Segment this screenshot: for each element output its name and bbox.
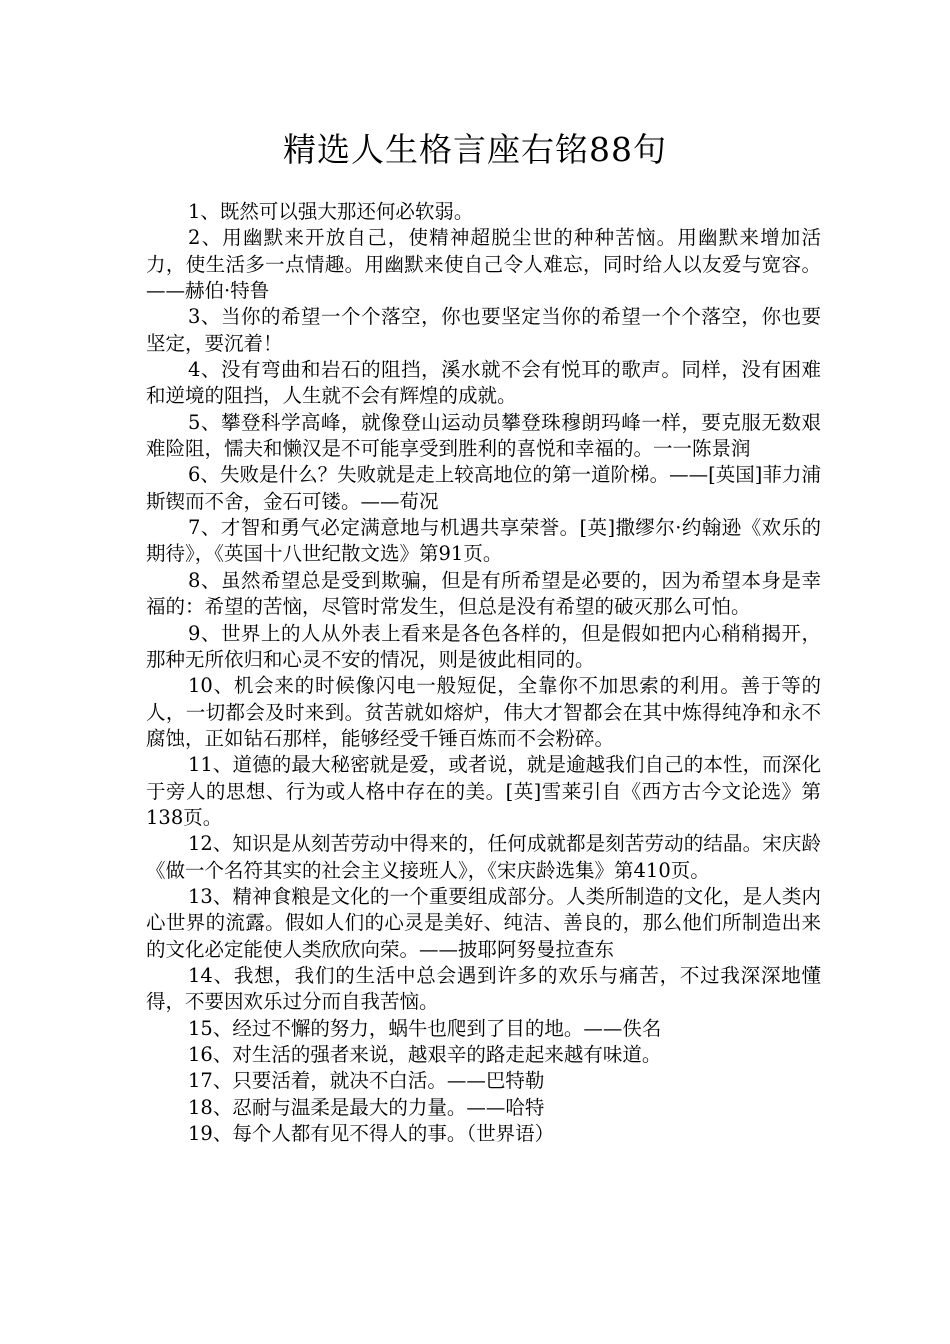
quote-paragraph: 4、没有弯曲和岩石的阻挡，溪水就不会有悦耳的歌声。同样，没有困难和逆境的阻挡，人生就不会有辉煌的成就。 [146,358,821,408]
quote-paragraph: 17、只要活着，就决不白活。——巴特勒 [188,1069,545,1093]
quote-paragraph: 16、对生活的强者来说，越艰辛的路走起来越有味道。 [188,1043,662,1066]
quote-paragraph: 15、经过不懈的努力，蜗牛也爬到了目的地。——佚名 [188,1016,662,1040]
quote-paragraph: 19、每个人都有见不得人的事。（世界语） [188,1122,555,1146]
quote-paragraph: 18、忍耐与温柔是最大的力量。——哈特 [188,1095,545,1119]
page-title: 精选人生格言座右铭88句 [283,130,667,169]
quote-paragraph: 2、用幽默来开放自己，使精神超脱尘世的种种苦恼。用幽默来增加活力，使生活多一点情趣。用幽默来使自己令人难忘，同时给人以友爱与宽容。——赫伯·特鲁 [146,226,821,303]
quote-paragraph: 10、机会来的时候像闪电一般短促，全靠你不加思索的利用。善于等的人，一切都会及时来到。贫苦就如熔炉，伟大才智都会在其中炼得纯净和永不腐蚀，正如钻石那样，能够经受千锤百炼而不会粉碎。 [146,674,821,750]
quote-paragraph: 9、世界上的人从外表上看来是各色各样的，但是假如把内心稍稍揭开，那种无所依归和心灵不安的情况，则是彼此相同的。 [146,621,821,671]
quote-paragraph: 12、知识是从刻苦劳动中得来的，任何成就都是刻苦劳动的结晶。宋庆龄《做一个名符其实的社会主义接班人》，《宋庆龄选集》第410页。 [146,832,821,882]
quote-paragraph: 8、虽然希望总是受到欺骗，但是有所希望是必要的，因为希望本身是幸福的：希望的苦恼，尽管时常发生，但总是没有希望的破灭那么可怕。 [146,568,821,619]
quote-paragraph: 14、我想，我们的生活中总会遇到许多的欢乐与痛苦，不过我深深地懂得，不要因欢乐过分而自我苦恼。 [146,963,821,1014]
quote-list [146,199,821,1147]
quote-paragraph: 1、既然可以强大那还何必软弱。 [188,200,474,223]
quote-paragraph: 11、道德的最大秘密就是爱，或者说，就是逾越我们自己的本性，而深化于旁人的思想、行为或人格中存在的美。[英]雪莱引自《西方古今文论选》第138页。 [146,753,821,829]
quote-paragraph: 13、精神食粮是文化的一个重要组成部分。人类所制造的文化，是人类内心世界的流露。假如人们的心灵是美好、纯洁、善良的，那么他们所制造出来的文化必定能使人类欣欣向荣。——披耶阿努曼拉查东 [146,884,821,961]
quote-paragraph: 7、才智和勇气必定满意地与机遇共享荣誉。[英]撒缪尔·约翰逊《欢乐的期待》，《英国十八世纪散文选》第91页。 [146,516,821,566]
quote-paragraph: 3、当你的希望一个个落空，你也要坚定当你的希望一个个落空，你也要坚定，要沉着！ [146,305,821,355]
quote-paragraph: 5、攀登科学高峰，就像登山运动员攀登珠穆朗玛峰一样，要克服无数艰难险阻，懦夫和懒汉是不可能享受到胜利的喜悦和幸福的。一一陈景润 [146,410,821,461]
quote-paragraph: 6、失败是什么？失败就是走上较高地位的第一道阶梯。——[英国]菲力浦斯锲而不舍，金石可镂。——荀况 [146,463,821,513]
